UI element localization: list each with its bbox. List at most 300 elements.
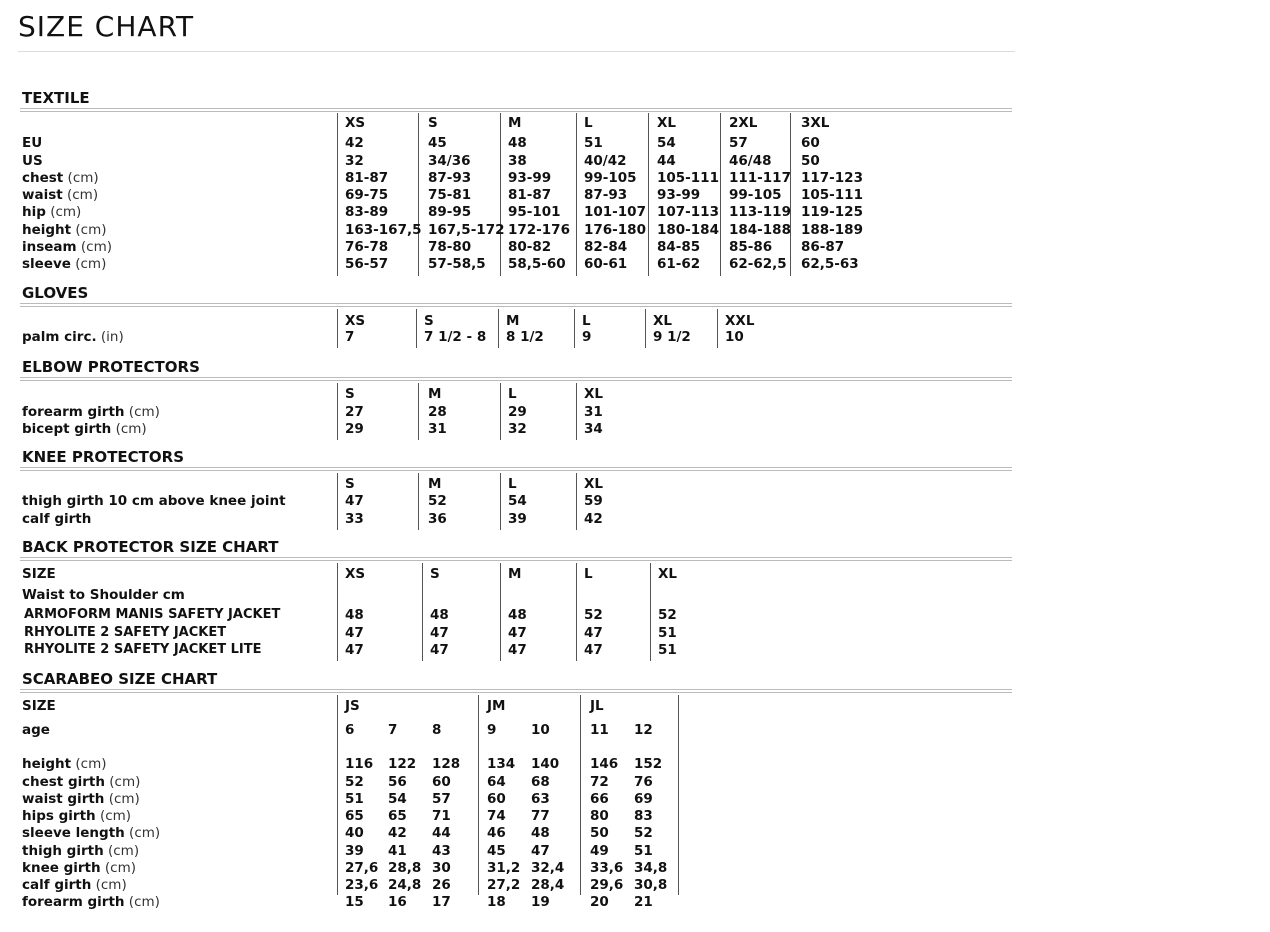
table-cell: 49 bbox=[590, 843, 609, 859]
table-cell: 51 bbox=[345, 791, 364, 807]
row-label-unit: (cm) bbox=[104, 774, 141, 790]
table-cell: 72 bbox=[590, 774, 609, 790]
row-label-name: Waist to Shoulder cm bbox=[22, 587, 185, 603]
table-cell: 31,2 bbox=[487, 860, 521, 876]
title-divider bbox=[18, 51, 1015, 52]
section-rule bbox=[20, 303, 1012, 304]
table-cell: 134 bbox=[487, 756, 516, 772]
table-cell: 60-61 bbox=[584, 256, 628, 272]
table-cell: 69 bbox=[634, 791, 653, 807]
table-cell: 128 bbox=[432, 756, 461, 772]
table-cell: 107-113 bbox=[657, 204, 719, 220]
table-cell: 52 bbox=[345, 774, 364, 790]
table-cell: 64 bbox=[487, 774, 506, 790]
table-cell: 20 bbox=[590, 894, 609, 910]
column-divider bbox=[717, 309, 718, 348]
table-cell: 38 bbox=[508, 153, 527, 169]
table-cell: XS bbox=[345, 313, 366, 329]
table-cell: 26 bbox=[432, 877, 451, 893]
column-divider bbox=[337, 695, 338, 895]
table-cell: 27 bbox=[345, 404, 364, 420]
row-label-unit: (cm) bbox=[71, 756, 107, 772]
column-divider bbox=[678, 695, 679, 895]
row-label-unit: (cm) bbox=[70, 256, 107, 272]
table-cell: XXL bbox=[725, 313, 755, 329]
table-cell: 19 bbox=[531, 894, 550, 910]
row-label-name: height bbox=[22, 222, 72, 238]
section-rule bbox=[20, 380, 1012, 381]
row-label bbox=[22, 894, 160, 910]
row-label-name: forearm girth bbox=[22, 404, 125, 420]
table-cell: 69-75 bbox=[345, 187, 389, 203]
table-cell: 29 bbox=[508, 404, 527, 420]
table-cell: 82-84 bbox=[584, 239, 628, 255]
table-cell: 48 bbox=[430, 607, 449, 623]
table-cell: 48 bbox=[345, 607, 364, 623]
table-cell: 62-62,5 bbox=[729, 256, 787, 272]
table-cell: 40 bbox=[345, 825, 364, 841]
table-cell: 57 bbox=[432, 791, 451, 807]
section-title: GLOVES bbox=[22, 284, 89, 302]
table-cell: JS bbox=[345, 698, 360, 714]
row-label-unit: (cm) bbox=[45, 204, 82, 220]
column-divider bbox=[418, 113, 419, 276]
table-cell: 85-86 bbox=[729, 239, 773, 255]
table-cell: 9 bbox=[487, 722, 497, 738]
table-cell: 146 bbox=[590, 756, 619, 772]
section-rule bbox=[20, 689, 1012, 690]
table-cell: 46/48 bbox=[729, 153, 772, 169]
column-divider bbox=[648, 113, 649, 276]
table-cell: 45 bbox=[428, 135, 447, 151]
row-label-unit: (cm) bbox=[124, 404, 160, 420]
table-cell: 39 bbox=[508, 511, 527, 527]
table-cell: 9 bbox=[582, 329, 592, 345]
row-label bbox=[22, 153, 43, 169]
table-cell: 80-82 bbox=[508, 239, 552, 255]
row-label-name: thigh girth bbox=[22, 843, 104, 859]
table-cell: 27,2 bbox=[487, 877, 521, 893]
table-cell: S bbox=[430, 566, 440, 582]
table-cell: 47 bbox=[508, 642, 527, 658]
row-label-name: thigh girth 10 cm above knee joint bbox=[22, 493, 286, 509]
row-label-unit: (cm) bbox=[124, 825, 161, 841]
table-cell: S bbox=[345, 386, 355, 402]
table-cell: 58,5-60 bbox=[508, 256, 566, 272]
row-label-unit: (cm) bbox=[76, 239, 113, 255]
column-divider bbox=[500, 563, 501, 661]
row-label-name: SIZE bbox=[22, 698, 56, 714]
table-cell: 65 bbox=[345, 808, 364, 824]
row-label-name: calf girth bbox=[22, 511, 92, 527]
table-cell: 60 bbox=[432, 774, 451, 790]
table-cell: 75-81 bbox=[428, 187, 472, 203]
row-label-name: SIZE bbox=[22, 566, 56, 582]
table-cell: 44 bbox=[657, 153, 676, 169]
table-cell: 59 bbox=[584, 493, 603, 509]
table-cell: 47 bbox=[584, 625, 603, 641]
table-cell: 11 bbox=[590, 722, 609, 738]
row-label bbox=[22, 774, 140, 790]
section-rule bbox=[20, 111, 1012, 112]
column-divider bbox=[337, 113, 338, 276]
row-label bbox=[22, 791, 140, 807]
table-cell: 34 bbox=[584, 421, 603, 437]
table-cell: 52 bbox=[584, 607, 603, 623]
table-cell: 31 bbox=[584, 404, 603, 420]
row-label-name: age bbox=[22, 722, 50, 738]
table-cell: 16 bbox=[388, 894, 407, 910]
row-label-name: forearm girth bbox=[22, 894, 125, 910]
table-cell: 44 bbox=[432, 825, 451, 841]
row-label-unit: (cm) bbox=[95, 808, 132, 824]
row-label-name: waist girth bbox=[22, 791, 105, 807]
column-divider bbox=[574, 309, 575, 348]
table-cell: XL bbox=[584, 476, 604, 492]
row-label bbox=[22, 404, 160, 420]
table-cell: 117-123 bbox=[801, 170, 863, 186]
table-cell: XS bbox=[345, 115, 366, 131]
section-rule bbox=[20, 108, 1012, 109]
table-cell: 111-117 bbox=[729, 170, 791, 186]
table-cell: S bbox=[345, 476, 355, 492]
table-cell: 23,6 bbox=[345, 877, 379, 893]
column-divider bbox=[337, 563, 338, 661]
table-cell: M bbox=[506, 313, 520, 329]
table-cell: L bbox=[508, 386, 517, 402]
column-divider bbox=[418, 383, 419, 440]
row-label-unit: (cm) bbox=[100, 860, 137, 876]
table-cell: 61-62 bbox=[657, 256, 701, 272]
row-label-name: knee girth bbox=[22, 860, 101, 876]
table-cell: 140 bbox=[531, 756, 560, 772]
row-label bbox=[24, 607, 280, 623]
table-cell: S bbox=[424, 313, 434, 329]
table-cell: 56 bbox=[388, 774, 407, 790]
column-divider bbox=[337, 473, 338, 530]
row-label bbox=[22, 222, 107, 238]
column-divider bbox=[500, 473, 501, 530]
table-cell: 47 bbox=[508, 625, 527, 641]
row-label bbox=[22, 698, 56, 714]
column-divider bbox=[576, 473, 577, 530]
row-label bbox=[22, 756, 107, 772]
row-label-name: EU bbox=[22, 135, 43, 151]
column-divider bbox=[576, 563, 577, 661]
table-cell: 87-93 bbox=[584, 187, 628, 203]
table-cell: 60 bbox=[487, 791, 506, 807]
section-rule bbox=[20, 557, 1012, 558]
table-cell: 122 bbox=[388, 756, 417, 772]
column-divider bbox=[418, 473, 419, 530]
row-label-unit: (cm) bbox=[91, 877, 127, 893]
table-cell: M bbox=[508, 115, 522, 131]
row-label bbox=[22, 587, 185, 603]
table-cell: 27,6 bbox=[345, 860, 379, 876]
row-label-name: ARMOFORM MANIS SAFETY JACKET bbox=[24, 607, 281, 622]
table-cell: L bbox=[508, 476, 517, 492]
table-cell: JL bbox=[590, 698, 604, 714]
table-cell: 57 bbox=[729, 135, 748, 151]
row-label bbox=[24, 625, 226, 641]
table-cell: 31 bbox=[428, 421, 447, 437]
table-cell: 93-99 bbox=[657, 187, 701, 203]
table-cell: 33 bbox=[345, 511, 364, 527]
table-cell: 77 bbox=[531, 808, 550, 824]
table-cell: 47 bbox=[345, 642, 364, 658]
row-label bbox=[24, 642, 262, 658]
section-rule bbox=[20, 377, 1012, 378]
table-cell: 83-89 bbox=[345, 204, 389, 220]
table-cell: 12 bbox=[634, 722, 653, 738]
table-cell: 68 bbox=[531, 774, 550, 790]
table-cell: 52 bbox=[634, 825, 653, 841]
table-cell: 33,6 bbox=[590, 860, 624, 876]
table-cell: M bbox=[428, 476, 442, 492]
table-cell: 50 bbox=[801, 153, 820, 169]
table-cell: 7 bbox=[345, 329, 355, 345]
page-title: SIZE CHART bbox=[18, 10, 195, 43]
table-cell: 2XL bbox=[729, 115, 758, 131]
column-divider bbox=[576, 383, 577, 440]
table-cell: XL bbox=[584, 386, 604, 402]
row-label-name: inseam bbox=[22, 239, 77, 255]
table-cell: 81-87 bbox=[508, 187, 552, 203]
table-cell: XL bbox=[657, 115, 677, 131]
column-divider bbox=[422, 563, 423, 661]
table-cell: 93-99 bbox=[508, 170, 552, 186]
table-cell: 54 bbox=[508, 493, 527, 509]
row-label bbox=[22, 566, 56, 582]
table-cell: 34,8 bbox=[634, 860, 668, 876]
row-label bbox=[22, 204, 81, 220]
table-cell: 113-119 bbox=[729, 204, 791, 220]
row-label-unit: (cm) bbox=[71, 222, 107, 238]
table-cell: 176-180 bbox=[584, 222, 646, 238]
table-cell: 116 bbox=[345, 756, 374, 772]
table-cell: 21 bbox=[634, 894, 653, 910]
table-cell: 3XL bbox=[801, 115, 830, 131]
row-label bbox=[22, 493, 286, 509]
table-cell: 47 bbox=[430, 625, 449, 641]
table-cell: 60 bbox=[801, 135, 820, 151]
row-label bbox=[22, 135, 42, 151]
table-cell: 48 bbox=[508, 135, 527, 151]
table-cell: 63 bbox=[531, 791, 550, 807]
table-cell: XL bbox=[653, 313, 673, 329]
table-cell: 9 1/2 bbox=[653, 329, 691, 345]
section-rule bbox=[20, 560, 1012, 561]
row-label-name: waist bbox=[22, 187, 63, 203]
row-label bbox=[22, 877, 127, 893]
table-cell: 87-93 bbox=[428, 170, 472, 186]
table-cell: 47 bbox=[584, 642, 603, 658]
table-cell: 10 bbox=[725, 329, 744, 345]
row-label-name: sleeve bbox=[22, 256, 71, 272]
table-cell: 167,5-172 bbox=[428, 222, 505, 238]
table-cell: 99-105 bbox=[584, 170, 637, 186]
table-cell: 29,6 bbox=[590, 877, 624, 893]
row-label-unit: (cm) bbox=[124, 894, 160, 910]
column-divider bbox=[645, 309, 646, 348]
row-label-unit: (cm) bbox=[63, 170, 99, 186]
table-cell: 57-58,5 bbox=[428, 256, 486, 272]
row-label-unit: (cm) bbox=[111, 421, 147, 437]
table-cell: 152 bbox=[634, 756, 663, 772]
row-label-name: RHYOLITE 2 SAFETY JACKET LITE bbox=[24, 642, 262, 657]
table-cell: 47 bbox=[345, 493, 364, 509]
table-cell: 32 bbox=[508, 421, 527, 437]
row-label bbox=[22, 825, 160, 841]
row-label-name: palm circ. bbox=[22, 329, 97, 345]
table-cell: 43 bbox=[432, 843, 451, 859]
table-cell: 29 bbox=[345, 421, 364, 437]
column-divider bbox=[790, 113, 791, 276]
row-label bbox=[22, 860, 136, 876]
column-divider bbox=[576, 113, 577, 276]
table-cell: 40/42 bbox=[584, 153, 627, 169]
table-cell: 74 bbox=[487, 808, 506, 824]
section-rule bbox=[20, 692, 1012, 693]
section-rule bbox=[20, 470, 1012, 471]
row-label bbox=[22, 808, 131, 824]
column-divider bbox=[500, 383, 501, 440]
table-cell: 56-57 bbox=[345, 256, 389, 272]
row-label-name: bicept girth bbox=[22, 421, 112, 437]
row-label bbox=[22, 329, 124, 345]
table-cell: 10 bbox=[531, 722, 550, 738]
table-cell: 51 bbox=[584, 135, 603, 151]
table-cell: 46 bbox=[487, 825, 506, 841]
table-cell: 47 bbox=[531, 843, 550, 859]
row-label bbox=[22, 421, 147, 437]
table-cell: XL bbox=[658, 566, 678, 582]
table-cell: L bbox=[582, 313, 591, 329]
column-divider bbox=[337, 383, 338, 440]
table-cell: 71 bbox=[432, 808, 451, 824]
table-cell: 42 bbox=[388, 825, 407, 841]
table-cell: S bbox=[428, 115, 438, 131]
row-label-name: chest girth bbox=[22, 774, 105, 790]
table-cell: 48 bbox=[531, 825, 550, 841]
row-label-name: calf girth bbox=[22, 877, 92, 893]
table-cell: 52 bbox=[428, 493, 447, 509]
section-rule bbox=[20, 467, 1012, 468]
table-cell: 66 bbox=[590, 791, 609, 807]
row-label-name: sleeve length bbox=[22, 825, 125, 841]
row-label bbox=[22, 256, 106, 272]
table-cell: 42 bbox=[584, 511, 603, 527]
table-cell: 15 bbox=[345, 894, 364, 910]
row-label-name: chest bbox=[22, 170, 64, 186]
table-cell: 45 bbox=[487, 843, 506, 859]
row-label bbox=[22, 843, 139, 859]
column-divider bbox=[337, 309, 338, 348]
table-cell: L bbox=[584, 115, 593, 131]
table-cell: 47 bbox=[345, 625, 364, 641]
column-divider bbox=[720, 113, 721, 276]
row-label-unit: (cm) bbox=[62, 187, 99, 203]
row-label-name: height bbox=[22, 756, 72, 772]
table-cell: 76-78 bbox=[345, 239, 389, 255]
table-cell: JM bbox=[487, 698, 506, 714]
table-cell: 28 bbox=[428, 404, 447, 420]
column-divider bbox=[500, 113, 501, 276]
table-cell: 7 bbox=[388, 722, 398, 738]
table-cell: 34/36 bbox=[428, 153, 471, 169]
table-cell: 86-87 bbox=[801, 239, 845, 255]
section-title: ELBOW PROTECTORS bbox=[22, 358, 200, 376]
section-rule bbox=[20, 306, 1012, 307]
table-cell: 52 bbox=[658, 607, 677, 623]
column-divider bbox=[498, 309, 499, 348]
table-cell: 50 bbox=[590, 825, 609, 841]
table-cell: 54 bbox=[657, 135, 676, 151]
table-cell: 184-188 bbox=[729, 222, 791, 238]
row-label bbox=[22, 722, 50, 738]
row-label-unit: (cm) bbox=[103, 843, 140, 859]
table-cell: 8 bbox=[432, 722, 442, 738]
section-title: KNEE PROTECTORS bbox=[22, 448, 185, 466]
table-cell: 163-167,5 bbox=[345, 222, 422, 238]
table-cell: 54 bbox=[388, 791, 407, 807]
section-title: BACK PROTECTOR SIZE CHART bbox=[22, 538, 279, 556]
table-cell: 76 bbox=[634, 774, 653, 790]
table-cell: 172-176 bbox=[508, 222, 570, 238]
section-title: TEXTILE bbox=[22, 89, 90, 107]
row-label bbox=[22, 239, 112, 255]
table-cell: 6 bbox=[345, 722, 355, 738]
table-cell: 105-111 bbox=[657, 170, 719, 186]
table-cell: 32 bbox=[345, 153, 364, 169]
table-cell: 41 bbox=[388, 843, 407, 859]
row-label bbox=[22, 170, 99, 186]
table-cell: 180-184 bbox=[657, 222, 719, 238]
table-cell: M bbox=[508, 566, 522, 582]
section-title: SCARABEO SIZE CHART bbox=[22, 670, 218, 688]
table-cell: 32,4 bbox=[531, 860, 565, 876]
row-label-unit: (in) bbox=[96, 329, 124, 345]
table-cell: 30,8 bbox=[634, 877, 668, 893]
table-cell: 81-87 bbox=[345, 170, 389, 186]
table-cell: 24,8 bbox=[388, 877, 422, 893]
table-cell: 65 bbox=[388, 808, 407, 824]
column-divider bbox=[650, 563, 651, 661]
column-divider bbox=[580, 695, 581, 895]
table-cell: 39 bbox=[345, 843, 364, 859]
table-cell: 101-107 bbox=[584, 204, 646, 220]
table-cell: 51 bbox=[658, 625, 677, 641]
table-cell: 28,8 bbox=[388, 860, 422, 876]
row-label bbox=[22, 511, 91, 527]
table-cell: 188-189 bbox=[801, 222, 863, 238]
row-label-unit: (cm) bbox=[104, 791, 140, 807]
row-label-name: hip bbox=[22, 204, 46, 220]
table-cell: 28,4 bbox=[531, 877, 565, 893]
table-cell: 99-105 bbox=[729, 187, 782, 203]
table-cell: 83 bbox=[634, 808, 653, 824]
table-cell: 51 bbox=[634, 843, 653, 859]
row-label bbox=[22, 187, 98, 203]
table-cell: 51 bbox=[658, 642, 677, 658]
table-cell: 78-80 bbox=[428, 239, 472, 255]
table-cell: 119-125 bbox=[801, 204, 863, 220]
table-cell: 105-111 bbox=[801, 187, 863, 203]
table-cell: 30 bbox=[432, 860, 451, 876]
table-cell: 48 bbox=[508, 607, 527, 623]
row-label-name: RHYOLITE 2 SAFETY JACKET bbox=[24, 625, 227, 640]
table-cell: 8 1/2 bbox=[506, 329, 544, 345]
